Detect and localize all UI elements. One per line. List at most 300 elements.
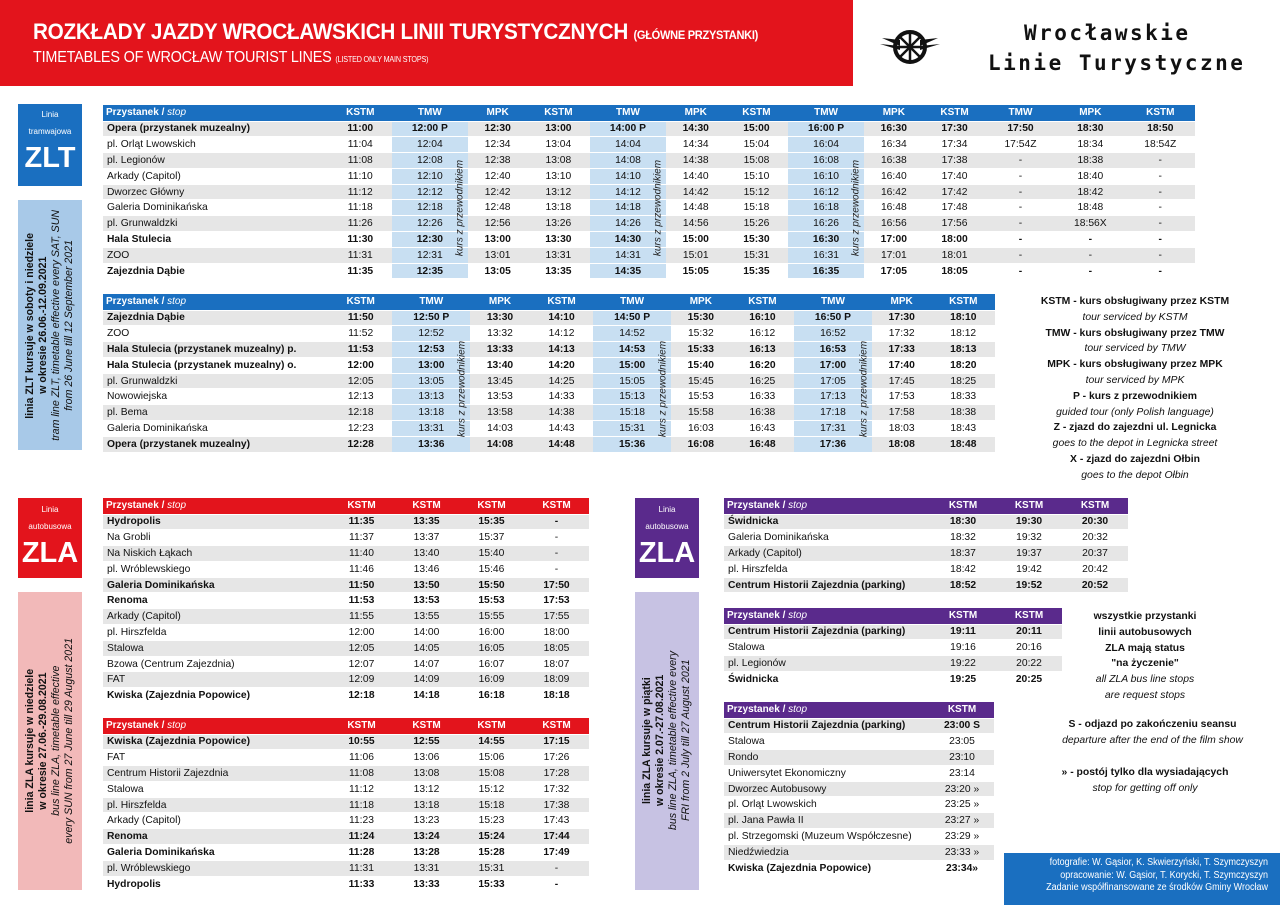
departure-time: 15:18 xyxy=(459,797,524,813)
operator-column-header: TMW xyxy=(986,105,1055,121)
zlt-outbound-timetable xyxy=(103,105,1195,279)
departure-time: 12:26 xyxy=(392,216,469,232)
departure-time: - xyxy=(1126,168,1195,184)
departure-time: 15:31 xyxy=(593,421,671,437)
departure-time: 14:38 xyxy=(530,405,593,421)
table-row xyxy=(103,389,995,405)
table-row xyxy=(103,577,589,593)
departure-time: 17:53 xyxy=(524,593,589,609)
departure-time: 15:30 xyxy=(671,310,731,326)
departure-time: 18:48 xyxy=(932,436,995,452)
departure-time: 16:08 xyxy=(788,153,865,169)
departure-time: 15:37 xyxy=(459,530,524,546)
departure-time: 15:35 xyxy=(459,514,524,530)
stop-column-header: Przystanek / stop xyxy=(724,498,930,514)
departure-time: 11:31 xyxy=(329,247,392,263)
table-row xyxy=(724,860,994,876)
departure-time: 17:13 xyxy=(794,389,872,405)
departure-time: 14:53 xyxy=(593,342,671,358)
departure-time: 16:40 xyxy=(864,168,923,184)
operator-column-header: TMW xyxy=(788,105,865,121)
departure-time: 17:48 xyxy=(923,200,986,216)
departure-time: 12:18 xyxy=(329,688,394,704)
table-row xyxy=(103,672,589,688)
departure-time: 14:07 xyxy=(394,656,459,672)
departure-time: 13:40 xyxy=(470,357,530,373)
departure-time: 17:00 xyxy=(864,232,923,248)
guided-tour-vertical-label: kurs z przewodnikiem xyxy=(652,159,664,256)
departure-time: 13:08 xyxy=(527,153,590,169)
stop-name: Arkady (Capitol) xyxy=(103,813,329,829)
departure-time: 11:28 xyxy=(329,845,394,861)
operator-column-header: KSTM xyxy=(524,498,589,514)
departure-time: 14:48 xyxy=(530,436,593,452)
departure-time: 17:43 xyxy=(524,813,589,829)
table-header-row xyxy=(103,498,589,514)
departure-time: 18:34 xyxy=(1055,137,1125,153)
departure-time: 18:40 xyxy=(1055,168,1125,184)
stop-name: Kwiska (Zajezdnia Popowice) xyxy=(103,688,329,704)
stop-name: Hala Stulecia xyxy=(103,232,329,248)
departure-time: 12:30 xyxy=(392,232,469,248)
departure-time: 17:38 xyxy=(923,153,986,169)
departure-time: 15:31 xyxy=(459,860,524,876)
stop-name: Kwiska (Zajezdnia Popowice) xyxy=(724,860,930,876)
departure-time: 12:30 xyxy=(468,121,527,137)
departure-time: 14:05 xyxy=(394,640,459,656)
table-row xyxy=(103,845,589,861)
table-row xyxy=(103,625,589,641)
table-row xyxy=(724,671,1062,687)
departure-time: 13:30 xyxy=(470,310,530,326)
departure-time: 16:12 xyxy=(731,326,794,342)
departure-time: 13:00 xyxy=(392,357,470,373)
table-row xyxy=(103,640,589,656)
departure-time: 17:30 xyxy=(923,121,986,137)
guided-tour-vertical-label: kurs z przewodnikiem xyxy=(456,340,468,438)
departure-time: 15:33 xyxy=(671,342,731,358)
departure-time: 14:25 xyxy=(530,373,593,389)
departure-time: 11:37 xyxy=(329,530,394,546)
departure-time: 20:30 xyxy=(1062,514,1128,530)
departure-time: 14:52 xyxy=(593,326,671,342)
table-row xyxy=(103,153,1195,169)
departure-time: 13:30 xyxy=(527,232,590,248)
departure-time: 14:09 xyxy=(394,672,459,688)
departure-time: 11:23 xyxy=(329,813,394,829)
table-row xyxy=(724,797,994,813)
departure-time: 16:25 xyxy=(731,373,794,389)
departure-time: 13:53 xyxy=(394,593,459,609)
legend-entry: TMW - kurs obsługiwany przez TMW tour serviced by TMW xyxy=(1045,327,1225,355)
stop-name: Centrum Historii Zajezdnia (parking) xyxy=(724,718,930,734)
departure-time: - xyxy=(986,232,1055,248)
table-header-row xyxy=(103,294,995,310)
departure-time: 23:34» xyxy=(930,860,994,876)
departure-time: 23:33 » xyxy=(930,844,994,860)
stop-name: pl. Hirszfelda xyxy=(724,561,930,577)
departure-time: 17:05 xyxy=(864,263,923,279)
departure-time: 13:53 xyxy=(470,389,530,405)
departure-time: 18:52 xyxy=(930,577,996,593)
departure-time: - xyxy=(986,153,1055,169)
departure-time: 13:37 xyxy=(394,530,459,546)
departure-time: 15:18 xyxy=(725,200,788,216)
stop-name: Arkady (Capitol) xyxy=(724,546,930,562)
operator-column-header: MPK xyxy=(872,294,932,310)
departure-time: 11:52 xyxy=(329,326,392,342)
departure-time: 17:45 xyxy=(872,373,932,389)
stop-name: pl. Legionów xyxy=(103,153,329,169)
departure-time: 11:50 xyxy=(329,310,392,326)
stop-name: Hydropolis xyxy=(103,876,329,892)
departure-time: 17:38 xyxy=(524,797,589,813)
table-row xyxy=(103,813,589,829)
departure-time: 18:43 xyxy=(932,421,995,437)
stop-column-header: Przystanek / stop xyxy=(103,498,329,514)
departure-time: 16:07 xyxy=(459,656,524,672)
stop-name: Hala Stulecia (przystanek muzealny) p. xyxy=(103,342,329,358)
departure-time: 18:38 xyxy=(932,405,995,421)
stop-column-header: Przystanek / stop xyxy=(724,608,930,624)
departure-time: 15:10 xyxy=(725,168,788,184)
operator-column-header: TMW xyxy=(590,105,667,121)
departure-time: 17:44 xyxy=(524,829,589,845)
departure-time: 17:40 xyxy=(872,357,932,373)
stop-name: Zajezdnia Dąbie xyxy=(103,310,329,326)
departure-time: 18:01 xyxy=(923,247,986,263)
departure-time: 19:30 xyxy=(996,514,1062,530)
departure-time: 13:28 xyxy=(394,845,459,861)
departure-time: 15:30 xyxy=(725,232,788,248)
departure-time: 18:05 xyxy=(524,640,589,656)
departure-time: 16:10 xyxy=(788,168,865,184)
departure-time: 14:12 xyxy=(590,184,667,200)
request-stop-note: wszystkie przystanki linii autobusowych ZLA mają status "na życzenie" all ZLA bus line stops are request stops xyxy=(1093,611,1197,701)
departure-time: 11:40 xyxy=(329,546,394,562)
departure-time: 14:30 xyxy=(666,121,725,137)
departure-time: 23:29 » xyxy=(930,829,994,845)
departure-time: 14:04 xyxy=(590,137,667,153)
departure-time: - xyxy=(524,514,589,530)
zla-sunday-outbound-timetable xyxy=(103,498,589,704)
zla-friday-night-timetable xyxy=(724,702,994,876)
departure-time: 18:37 xyxy=(930,546,996,562)
departure-time: 14:08 xyxy=(470,436,530,452)
departure-time: 17:26 xyxy=(524,750,589,766)
departure-time: 14:55 xyxy=(459,734,524,750)
departure-time: 16:18 xyxy=(459,688,524,704)
departure-time: 18:33 xyxy=(932,389,995,405)
departure-time: 13:12 xyxy=(394,781,459,797)
departure-time: 14:10 xyxy=(590,168,667,184)
departure-time: 14:18 xyxy=(394,688,459,704)
departure-time: 18:32 xyxy=(930,530,996,546)
departure-time: - xyxy=(524,546,589,562)
departure-time: 18:00 xyxy=(524,625,589,641)
table-row xyxy=(103,688,589,704)
departure-time: 15:36 xyxy=(593,436,671,452)
stop-name: Centrum Historii Zajezdnia (parking) xyxy=(724,624,930,640)
departure-time: 15:53 xyxy=(459,593,524,609)
table-row xyxy=(103,357,995,373)
departure-time: 11:08 xyxy=(329,766,394,782)
table-header-row xyxy=(724,608,1062,624)
departure-time: 15:05 xyxy=(666,263,725,279)
operator-column-header: MPK xyxy=(666,105,725,121)
header-banner xyxy=(0,0,853,86)
departure-time: 15:00 xyxy=(593,357,671,373)
zla-sunday-line-badge: Linia autobusowa ZLA xyxy=(18,498,82,578)
zla-friday-period-info: linia ZLA kursuje w piątki w okresie 2.07.-27.08.2021 bus line ZLA, timetable effective every FRI from 2 July till 27 August 2021 xyxy=(635,592,699,890)
departure-time: - xyxy=(1055,247,1125,263)
departure-time: 17:58 xyxy=(872,405,932,421)
departure-time: 14:18 xyxy=(590,200,667,216)
departure-time: - xyxy=(1126,200,1195,216)
table-row xyxy=(103,797,589,813)
operator-column-header: TMW xyxy=(593,294,671,310)
departure-time: 15:23 xyxy=(459,813,524,829)
operator-column-header: KSTM xyxy=(394,718,459,734)
departure-time: 15:46 xyxy=(459,561,524,577)
departure-time: 16:42 xyxy=(864,184,923,200)
stop-name: Galeria Dominikańska xyxy=(103,845,329,861)
departure-time: 12:34 xyxy=(468,137,527,153)
departure-time: 17:50 xyxy=(524,577,589,593)
departure-time: 18:25 xyxy=(932,373,995,389)
departure-time: 17:15 xyxy=(524,734,589,750)
departure-time: 18:56X xyxy=(1055,216,1125,232)
departure-time: 16:09 xyxy=(459,672,524,688)
departure-time: 11:18 xyxy=(329,797,394,813)
departure-time: 15:50 xyxy=(459,577,524,593)
departure-time: 18:10 xyxy=(932,310,995,326)
table-row xyxy=(724,624,1062,640)
departure-time: 15:26 xyxy=(725,216,788,232)
departure-time: 13:23 xyxy=(394,813,459,829)
table-row xyxy=(724,656,1062,672)
departure-time: - xyxy=(1126,216,1195,232)
table-row xyxy=(103,168,1195,184)
table-row xyxy=(103,593,589,609)
stop-column-header: Przystanek / stop xyxy=(103,105,329,121)
departure-time: 13:40 xyxy=(394,546,459,562)
departure-time: 15:12 xyxy=(725,184,788,200)
departure-time: 12:00 P xyxy=(392,121,469,137)
departure-time: 14:48 xyxy=(666,200,725,216)
departure-time: 18:54Z xyxy=(1126,137,1195,153)
table-row xyxy=(103,421,995,437)
departure-time: 12:23 xyxy=(329,421,392,437)
departure-time: 14:10 xyxy=(530,310,593,326)
departure-time: 17:05 xyxy=(794,373,872,389)
guided-tour-vertical-label: kurs z przewodnikiem xyxy=(858,340,870,438)
departure-time: 11:33 xyxy=(329,876,394,892)
table-row xyxy=(724,718,994,734)
stop-column-header: Przystanek / stop xyxy=(103,294,329,310)
departure-time: 18:38 xyxy=(1055,153,1125,169)
departure-time: 19:11 xyxy=(930,624,996,640)
departure-time: 12:38 xyxy=(468,153,527,169)
departure-time: 17:18 xyxy=(794,405,872,421)
stop-name: ZOO xyxy=(103,326,329,342)
wheel-wings-logo-icon xyxy=(880,24,940,70)
departure-time: 16:05 xyxy=(459,640,524,656)
stop-name: Hala Stulecia (przystanek muzealny) o. xyxy=(103,357,329,373)
departure-time: 16:31 xyxy=(788,247,865,263)
departure-time: 13:18 xyxy=(527,200,590,216)
departure-time: 16:52 xyxy=(794,326,872,342)
departure-time: 13:33 xyxy=(394,876,459,892)
departure-time: 15:24 xyxy=(459,829,524,845)
table-row xyxy=(103,734,589,750)
table-row xyxy=(103,829,589,845)
table-row xyxy=(724,546,1128,562)
departure-time: 20:11 xyxy=(996,624,1062,640)
departure-time: 17:36 xyxy=(794,436,872,452)
departure-time: 18:08 xyxy=(872,436,932,452)
operator-column-header: KSTM xyxy=(932,294,995,310)
departure-time: 14:42 xyxy=(666,184,725,200)
table-row xyxy=(103,216,1195,232)
departure-time: 15:40 xyxy=(671,357,731,373)
departure-time: 16:12 xyxy=(788,184,865,200)
departure-time: 13:18 xyxy=(394,797,459,813)
operator-column-header: TMW xyxy=(392,294,470,310)
table-row xyxy=(724,844,994,860)
stop-column-header: Przystanek / stop xyxy=(103,718,329,734)
departure-time: 14:03 xyxy=(470,421,530,437)
departure-time: 12:10 xyxy=(392,168,469,184)
departure-time: 17:00 xyxy=(794,357,872,373)
departure-time: 11:35 xyxy=(329,263,392,279)
departure-time: 18:42 xyxy=(930,561,996,577)
departure-time: 14:12 xyxy=(530,326,593,342)
departure-time: 17:33 xyxy=(872,342,932,358)
departure-time: 16:43 xyxy=(731,421,794,437)
zla-sunday-return-timetable xyxy=(103,718,589,892)
zlt-line-badge: Linia tramwajowa ZLT xyxy=(18,104,82,186)
stop-name: Stalowa xyxy=(103,781,329,797)
departure-time: 16:30 xyxy=(788,232,865,248)
guided-tour-vertical-label: kurs z przewodnikiem xyxy=(850,159,862,256)
departure-time: 15:32 xyxy=(671,326,731,342)
departure-time: 13:04 xyxy=(527,137,590,153)
dropoff-only-legend: » - postój tylko dla wysiadających stop for getting off only xyxy=(1061,767,1229,794)
legend-entry: KSTM - kurs obsługiwany przez KSTM tour serviced by KSTM xyxy=(1040,296,1230,323)
departure-time: 14:34 xyxy=(666,137,725,153)
departure-time: 12:12 xyxy=(392,184,469,200)
departure-time: 11:53 xyxy=(329,593,394,609)
table-row xyxy=(103,232,1195,248)
stop-name: pl. Wróblewskiego xyxy=(103,561,329,577)
table-row xyxy=(103,514,589,530)
departure-time: 11:46 xyxy=(329,561,394,577)
stop-name: Arkady (Capitol) xyxy=(103,609,329,625)
departure-time: 18:30 xyxy=(930,514,996,530)
departure-time: 11:24 xyxy=(329,829,394,845)
departure-time: 13:35 xyxy=(527,263,590,279)
departure-time: 11:55 xyxy=(329,609,394,625)
stop-name: pl. Wróblewskiego xyxy=(103,860,329,876)
stop-name: Hydropolis xyxy=(103,514,329,530)
operator-column-header: MPK xyxy=(1055,105,1125,121)
departure-time: 11:00 xyxy=(329,121,392,137)
table-row xyxy=(724,530,1128,546)
departure-time: 13:00 xyxy=(468,232,527,248)
stop-name: Zajezdnia Dąbie xyxy=(103,263,329,279)
table-row xyxy=(724,765,994,781)
departure-time: 13:13 xyxy=(392,389,470,405)
departure-time: 13:32 xyxy=(470,326,530,342)
departure-time: 13:58 xyxy=(470,405,530,421)
departure-time: 15:06 xyxy=(459,750,524,766)
departure-time: 15:35 xyxy=(725,263,788,279)
departure-time: 19:37 xyxy=(996,546,1062,562)
departure-time: 14:20 xyxy=(530,357,593,373)
departure-time: 16:56 xyxy=(864,216,923,232)
departure-time: 11:08 xyxy=(329,153,392,169)
departure-time: 11:30 xyxy=(329,232,392,248)
departure-time: 12:42 xyxy=(468,184,527,200)
departure-time: - xyxy=(1126,263,1195,279)
legend-entry: Z - zjazd do zajezdni ul. Legnicka goes to the depot in Legnicka street xyxy=(1052,422,1218,450)
stop-name: Bzowa (Centrum Zajezdnia) xyxy=(103,656,329,672)
departure-time: 18:48 xyxy=(1055,200,1125,216)
departure-time: 11:12 xyxy=(329,184,392,200)
departure-time: 18:42 xyxy=(1055,184,1125,200)
stop-name: Stalowa xyxy=(103,640,329,656)
departure-time: 14:00 P xyxy=(590,121,667,137)
departure-time: 19:22 xyxy=(930,656,996,672)
departure-time: 18:00 xyxy=(923,232,986,248)
table-row xyxy=(103,342,995,358)
departure-time: 11:31 xyxy=(329,860,394,876)
departure-time: 13:35 xyxy=(394,514,459,530)
departure-time: - xyxy=(986,216,1055,232)
departure-time: 19:16 xyxy=(930,640,996,656)
table-row xyxy=(724,640,1062,656)
departure-time: 16:38 xyxy=(864,153,923,169)
guided-tour-vertical-label: kurs z przewodnikiem xyxy=(454,159,466,256)
departure-time: 16:33 xyxy=(731,389,794,405)
stop-name: pl. Hirszfelda xyxy=(103,797,329,813)
departure-time: 11:06 xyxy=(329,750,394,766)
departure-time: 13:31 xyxy=(527,247,590,263)
table-row xyxy=(103,121,1195,137)
stop-name: Opera (przystanek muzealny) xyxy=(103,436,329,452)
stop-name: pl. Grunwaldzki xyxy=(103,216,329,232)
departure-time: 13:33 xyxy=(470,342,530,358)
departure-time: 23:20 » xyxy=(930,781,994,797)
departure-time: 12:05 xyxy=(329,373,392,389)
departure-time: 11:26 xyxy=(329,216,392,232)
departure-time: 16:10 xyxy=(731,310,794,326)
stop-name: Uniwersytet Ekonomiczny xyxy=(724,765,930,781)
departure-time: 20:22 xyxy=(996,656,1062,672)
table-header-row xyxy=(724,498,1128,514)
departure-time: 17:30 xyxy=(872,310,932,326)
departure-time: - xyxy=(986,263,1055,279)
departure-time: 17:32 xyxy=(872,326,932,342)
stop-name: FAT xyxy=(103,750,329,766)
departure-time: 17:28 xyxy=(524,766,589,782)
stop-name: pl. Strzegomski (Muzeum Współczesne) xyxy=(724,829,930,845)
departure-time: 18:07 xyxy=(524,656,589,672)
departure-time: 17:56 xyxy=(923,216,986,232)
departure-time: 13:50 xyxy=(394,577,459,593)
stop-name: Niedźwiedzia xyxy=(724,844,930,860)
